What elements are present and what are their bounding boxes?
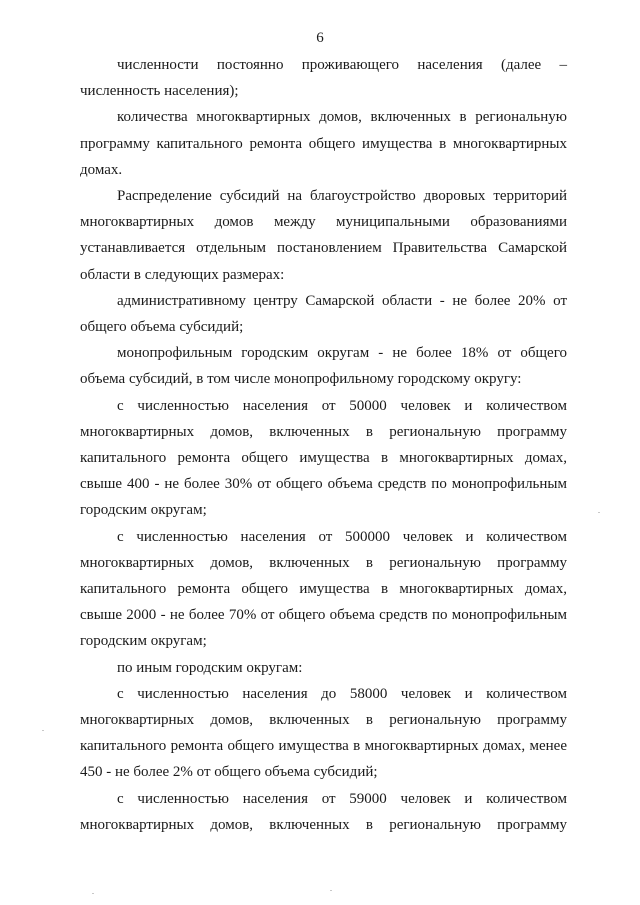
scan-speck bbox=[42, 730, 44, 731]
paragraph-monoprofile-50000: с численностью населения от 50000 человек и количеством многоквартирных домов, включенных в региональную программу капитального ремонта общего имущества в многоквартирных домах, свыше 400 - не более 30% от общего объема средств по монопрофильным городским округам; bbox=[80, 397, 567, 519]
paragraph-monoprofile-500000: с численностью населения от 500000 человек и количеством многоквартирных домов, включенных в региональную программу капитального ремонта общего имущества в многоквартирных домах, свыше 2000 - не более 70% от общего объема средств по монопрофильным городским округам; bbox=[80, 528, 567, 650]
paragraph-other-districts: по иным городским округам: bbox=[117, 659, 303, 676]
paragraph-apartment-buildings-count: количества многоквартирных домов, включенных в региональную программу капитального ремонта общего имущества в многоквартирных домах. bbox=[80, 109, 567, 178]
paragraph-monoprofile-districts: монопрофильным городским округам - не более 18% от общего объема субсидий, в том числе монопрофильному городскому округу: bbox=[80, 345, 567, 388]
paragraph-subsidy-distribution: Распределение субсидий на благоустройство дворовых территорий многоквартирных домов между муниципальными образованиями устанавливается отдельным постановлением Правительства Самарской области в следующих размерах: bbox=[80, 188, 567, 283]
paragraph-other-58000: с численностью населения до 58000 человек и количеством многоквартирных домов, включенных в региональную программу капитального ремонта общего имущества в многоквартирных домах, менее 450 - не более 2% от общего объема субсидий; bbox=[80, 685, 567, 781]
scan-speck bbox=[330, 890, 332, 891]
scan-speck bbox=[598, 512, 600, 513]
scan-speck bbox=[92, 893, 94, 894]
page-number: 6 bbox=[316, 30, 324, 46]
paragraph-administrative-center: административному центру Самарской области - не более 20% от общего объема субсидий; bbox=[80, 292, 567, 336]
paragraph-population-definition: численности постоянно проживающего населения (далее – численность населения); bbox=[80, 57, 567, 100]
paragraph-other-59000: с численностью населения от 59000 человек и количеством многоквартирных домов, включенных в региональную программу bbox=[80, 790, 567, 833]
document-body bbox=[80, 52, 567, 838]
